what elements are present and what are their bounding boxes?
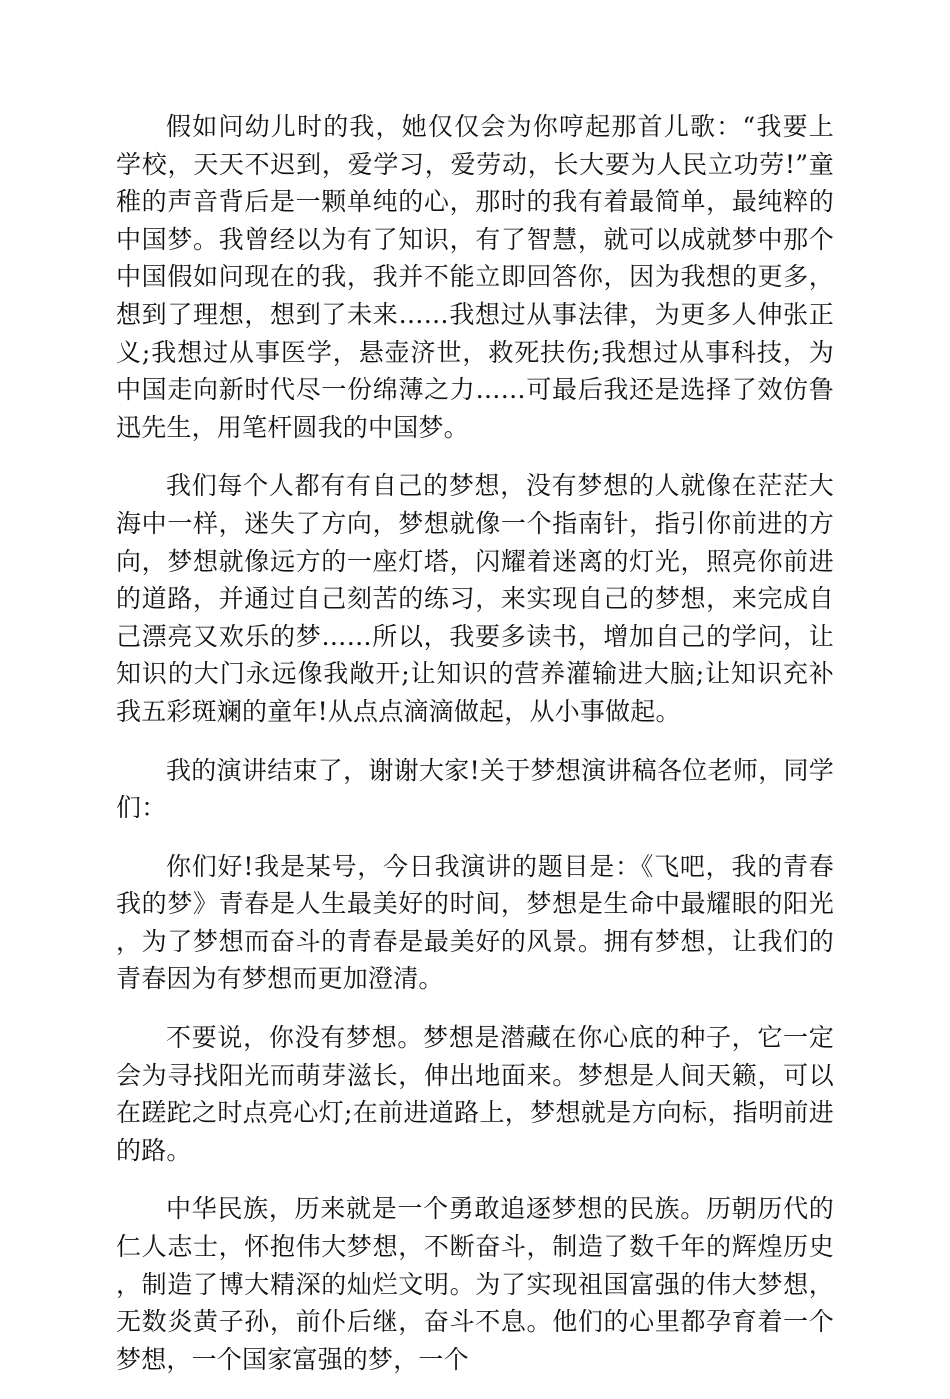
paragraph-5: 不要说，你没有梦想。梦想是潜藏在你心底的种子，它一定会为寻找阳光而萌芽滋长，伸出地面来。梦想是人间天籁，可以在蹉跎之时点亮心灯;在前进道路上，梦想就是方向标，指明前进的路。 xyxy=(116,1023,834,1165)
paragraph-6: 中华民族，历来就是一个勇敢追逐梦想的民族。历朝历代的仁人志士，怀抱伟大梦想，不断奋斗，制造了数千年的辉煌历史，制造了博大精深的灿烂文明。为了实现祖国富强的伟大梦想，无数炎黄子孙，前仆后继，奋斗不息。他们的心里都孕育着一个梦想，一个国家富强的梦，一个 xyxy=(116,1194,834,1374)
document-body xyxy=(116,108,834,1399)
paragraph-3: 我的演讲结束了，谢谢大家!关于梦想演讲稿各位老师，同学们： xyxy=(116,755,834,823)
paragraph-1: 假如问幼儿时的我，她仅仅会为你哼起那首儿歌：“我要上学校，天天不迟到，爱学习，爱劳动，长大要为人民立功劳!”童稚的声音背后是一颗单纯的心，那时的我有着最简单，最纯粹的中国梦。我曾经以为有了知识，有了智慧，就可以成就梦中那个中国假如问现在的我，我并不能立即回答你，因为我想的更多，想到了理想，想到了未来……我想过从事法律，为更多人伸张正义;我想过从事医学，悬壶济世，救死扶伤;我想过从事科技，为中国走向新时代尽一份绵薄之力……可最后我还是选择了效仿鲁迅先生，用笔杆圆我的中国梦。 xyxy=(116,112,834,442)
paragraph-2: 我们每个人都有有自己的梦想，没有梦想的人就像在茫茫大海中一样，迷失了方向，梦想就像一个指南针，指引你前进的方向，梦想就像远方的一座灯塔，闪耀着迷离的灯光，照亮你前进的道路，并通过自己刻苦的练习，来实现自己的梦想，来完成自己漂亮又欢乐的梦……所以，我要多读书，增加自己的学问，让知识的大门永远像我敞开;让知识的营养灌输进大脑;让知识充补我五彩斑斓的童年!从点点滴滴做起，从小事做起。 xyxy=(116,471,834,726)
paragraph-4: 你们好!我是某号，今日我演讲的题目是：《飞吧，我的青春我的梦》青春是人生最美好的时间，梦想是生命中最耀眼的阳光，为了梦想而奋斗的青春是最美好的风景。拥有梦想，让我们的青春因为有梦想而更加澄清。 xyxy=(116,851,834,994)
